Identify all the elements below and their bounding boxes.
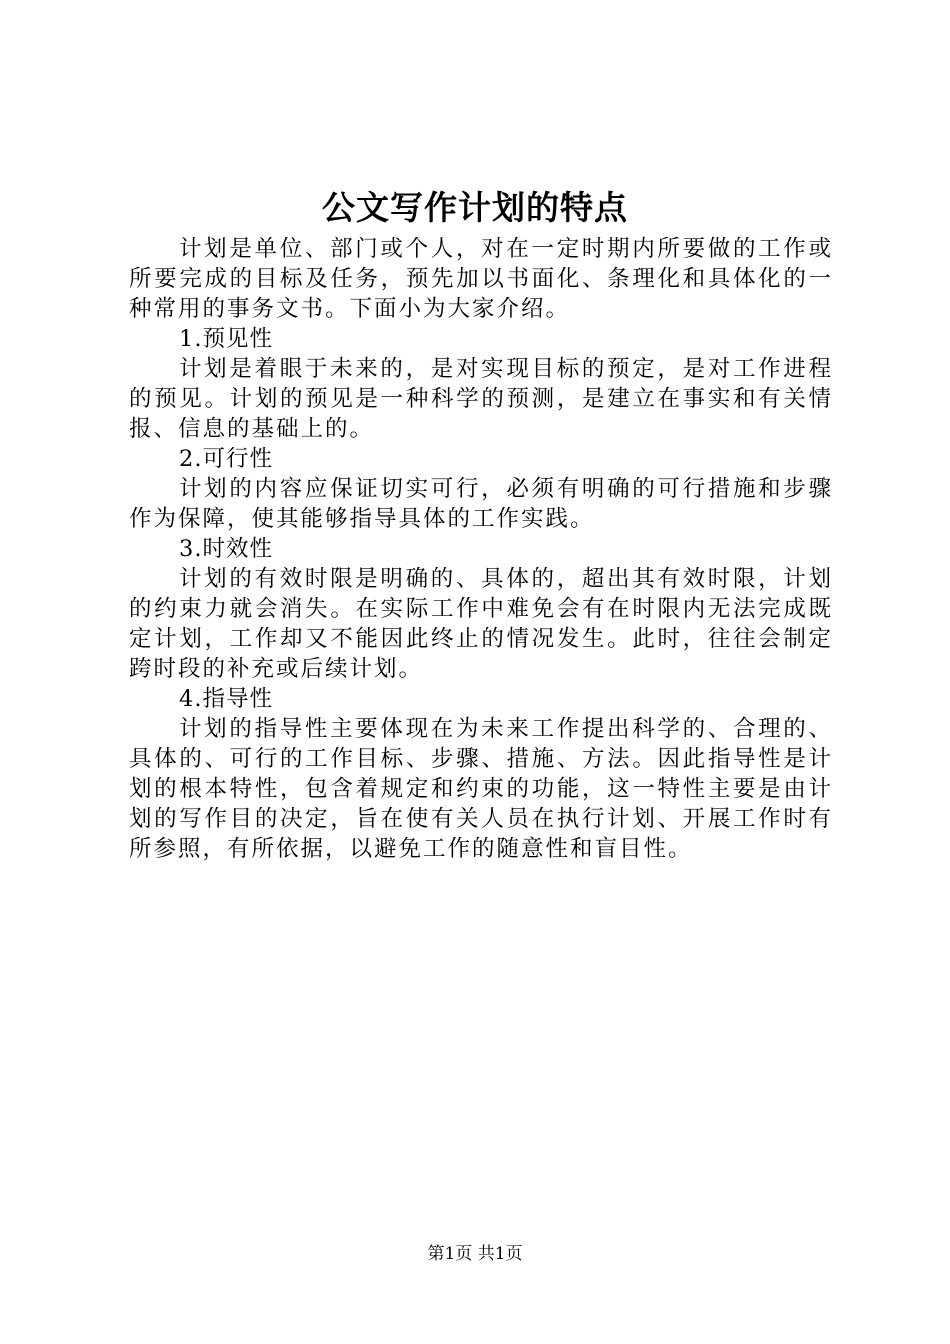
section-heading-2: 2.可行性 — [179, 446, 273, 472]
section-text-3: 计划的有效时限是明确的、具体的，超出其有效时限，计划的约束力就会消失。在实际工作中难免会有在时限内无法完成既定计划，工作却又不能因此终止的情况发生。此时，往往会制定跨时段的补充或后续计划。 — [129, 566, 833, 682]
section-text-4: 计划的指导性主要体现在为未来工作提出科学的、合理的、具体的、可行的工作目标、步骤、措施、方法。因此指导性是计划的根本特性，包含着规定和约束的功能，这一特性主要是由计划的写作目的决定，旨在使有关人员在执行计划、开展工作时有所参照，有所依据，以避免工作的随意性和盲目性。 — [129, 716, 833, 862]
page-footer: 第1页 共1页 — [427, 1244, 523, 1264]
document-title: 公文写作计划的特点 — [322, 188, 628, 227]
section-text-2: 计划的内容应保证切实可行，必须有明确的可行措施和步骤作为保障，使其能够指导具体的工作实践。 — [129, 476, 833, 532]
section-text-1: 计划是着眼于未来的，是对实现目标的预定，是对工作进程的预见。计划的预见是一种科学的预测，是建立在事实和有关情报、信息的基础上的。 — [129, 356, 833, 442]
section-heading-4: 4.指导性 — [179, 686, 273, 712]
section-heading-1: 1.预见性 — [179, 326, 273, 352]
intro-paragraph: 计划是单位、部门或个人，对在一定时期内所要做的工作或所要完成的目标及任务，预先加以书面化、条理化和具体化的一种常用的事务文书。下面小为大家介绍。 — [129, 236, 833, 322]
document-body — [129, 234, 833, 864]
section-heading-3: 3.时效性 — [179, 536, 273, 562]
